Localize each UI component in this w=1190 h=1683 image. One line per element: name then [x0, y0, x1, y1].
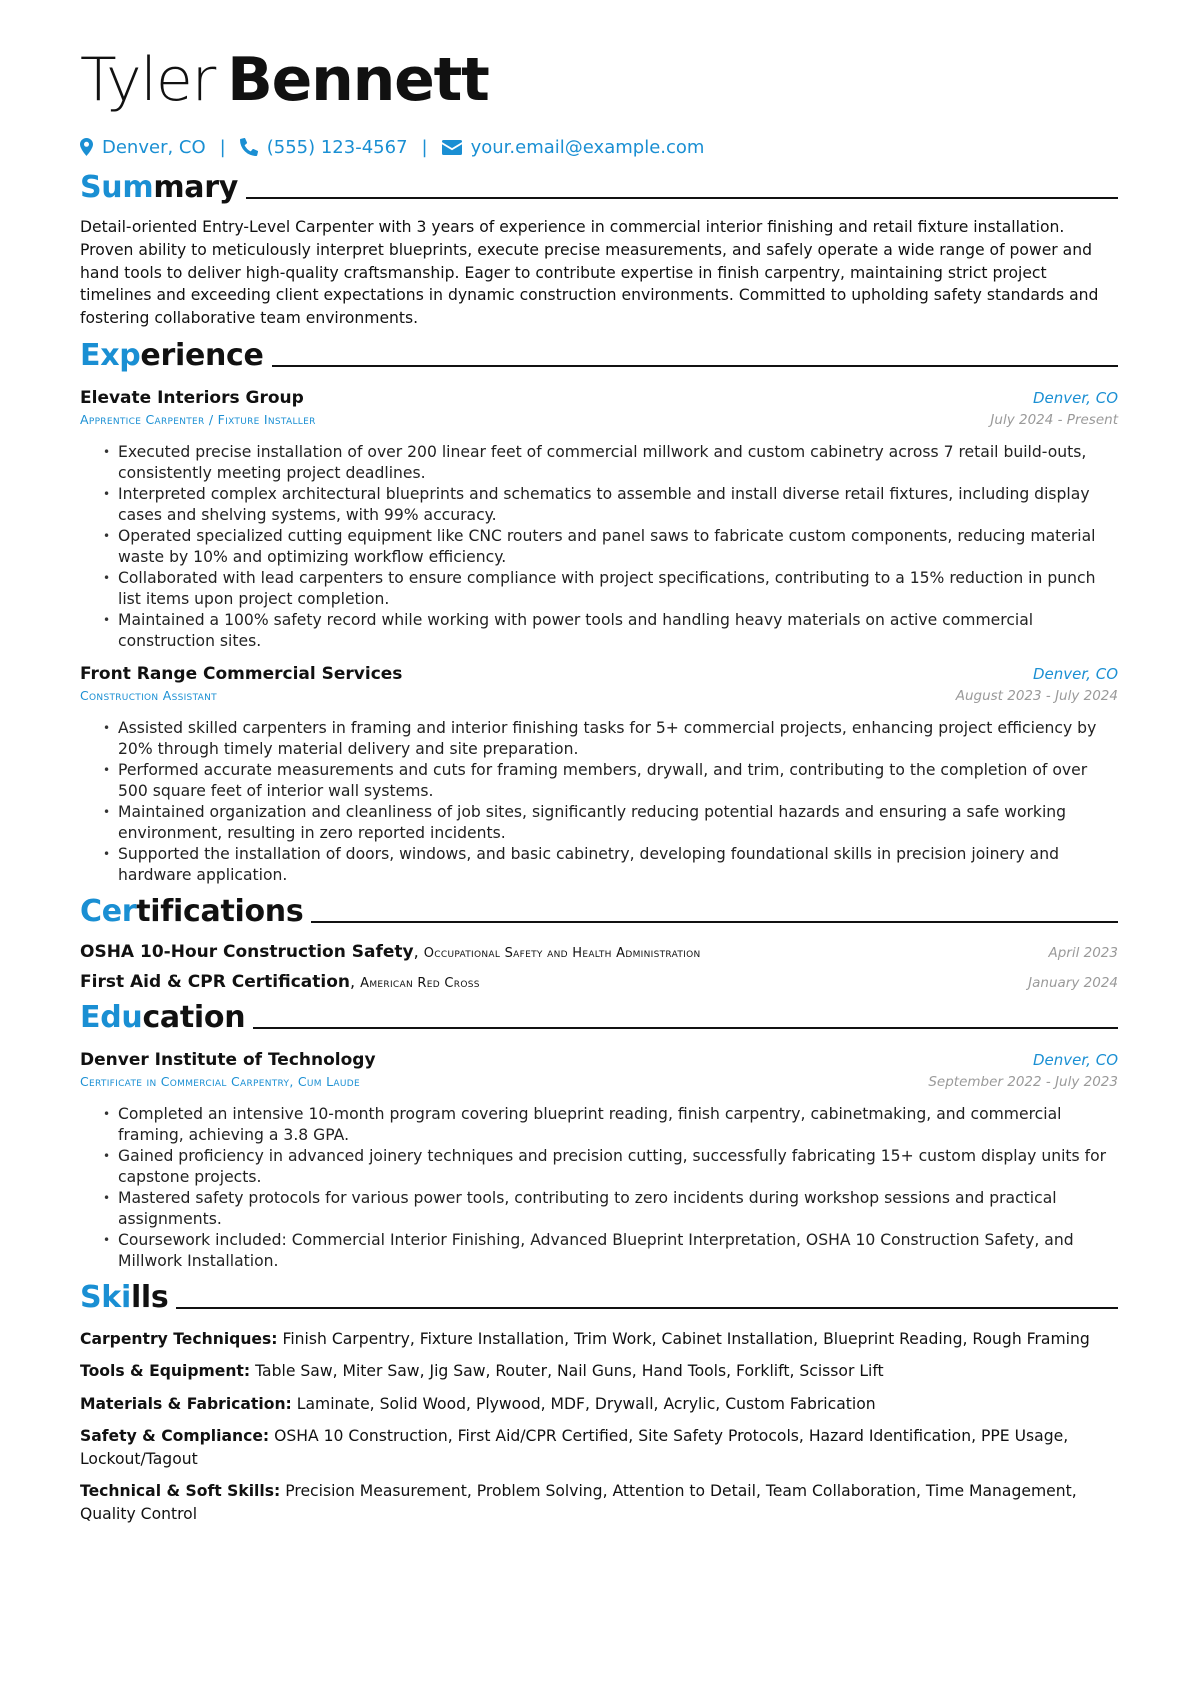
skill-items: Finish Carpentry, Fixture Installation, Trim Work, Cabinet Installation, Blueprint Reading, Rough Framing — [282, 1329, 1090, 1348]
employer-location: Denver, CO — [1033, 388, 1118, 407]
achievement-item: • Assisted skilled carpenters in framing and interior finishing tasks for 5+ commercial projects, enhancing project efficiency by 20% through timely material delivery and site preparation. — [118, 718, 1118, 760]
contact-line — [80, 132, 1118, 162]
education-section-header — [80, 998, 1118, 1038]
certification-date: April 2023 — [1048, 944, 1118, 961]
summary-section-header — [80, 168, 1118, 208]
skill-category: Safety & Compliance: — [80, 1427, 270, 1446]
job-dates: August 2023 - July 2024 — [955, 687, 1118, 704]
section-divider — [176, 1307, 1118, 1309]
job-dates: July 2024 - Present — [990, 411, 1118, 428]
experience-entry — [80, 386, 1118, 652]
school-location: Denver, CO — [1033, 1050, 1118, 1069]
section-divider — [311, 921, 1118, 923]
phone-icon — [240, 138, 258, 156]
skill-category: Tools & Equipment: — [80, 1362, 251, 1381]
education-details-list — [80, 1104, 1118, 1272]
map-pin-icon — [80, 138, 93, 156]
section-title-skills: Skills — [80, 1279, 169, 1315]
employer-name: Elevate Interiors Group — [80, 387, 304, 408]
achievement-item: • Executed precise installation of over 200 linear feet of commercial millwork and custom cabinetry across 7 retail build-outs, consistently meeting project deadlines. — [118, 442, 1118, 484]
achievement-item: • Collaborated with lead carpenters to ensure compliance with project specifications, contributing to a 15% reduction in punch list items upon project completion. — [118, 568, 1118, 610]
achievement-item: • Maintained a 100% safety record while working with power tools and handling heavy materials on active commercial construction sites. — [118, 610, 1118, 652]
contact-separator: | — [219, 136, 226, 158]
achievement-list — [80, 718, 1118, 886]
certification-name: First Aid & CPR Certification — [80, 971, 350, 992]
job-title: Apprentice Carpenter / Fixture Installer — [80, 411, 316, 427]
skill-category: Technical & Soft Skills: — [80, 1482, 281, 1501]
school-name: Denver Institute of Technology — [80, 1049, 376, 1070]
skill-items: Laminate, Solid Wood, Plywood, MDF, Drywall, Acrylic, Custom Fabrication — [296, 1394, 876, 1413]
last-name: Bennett — [227, 45, 489, 115]
skill-group — [80, 1393, 1118, 1416]
skill-category: Carpentry Techniques: — [80, 1329, 278, 1348]
experience-entry — [80, 662, 1118, 886]
contact-email[interactable] — [442, 137, 705, 158]
certification-item: First Aid & CPR Certification, American Red Cross January 2024 — [80, 971, 1118, 992]
achievement-item: • Performed accurate measurements and cuts for framing members, drywall, and trim, contributing to the completion of over 500 square feet of interior wall systems. — [118, 760, 1118, 802]
experience-section-header — [80, 336, 1118, 376]
phone-text: (555) 123-4567 — [266, 136, 408, 158]
candidate-name — [80, 38, 1118, 122]
contact-location — [80, 137, 206, 158]
section-title-education: Education — [80, 999, 246, 1035]
section-divider — [246, 197, 1118, 199]
contact-phone[interactable] — [240, 137, 408, 158]
education-dates: September 2022 - July 2023 — [928, 1073, 1118, 1090]
section-title-summary: Summary — [80, 170, 238, 205]
certification-date: January 2024 — [1028, 974, 1118, 991]
envelope-icon — [442, 140, 462, 155]
skill-items: OSHA 10 Construction, First Aid/CPR Certified, Site Safety Protocols, Hazard Identification, PPE Usage, Lockout/Tagout — [80, 1427, 1069, 1468]
section-title-certifications: Certifications — [80, 893, 304, 929]
certification-name: OSHA 10-Hour Construction Safety — [80, 941, 414, 962]
education-detail-item: • Completed an intensive 10-month program covering blueprint reading, finish carpentry, cabinetmaking, and commercial framing, achieving a 3.8 GPA. — [118, 1104, 1118, 1146]
education-detail-item: • Coursework included: Commercial Interior Finishing, Advanced Blueprint Interpretation, OSHA 10 Construction Safety, and Millwork Installation. — [118, 1230, 1118, 1272]
email-text: your.email@example.com — [470, 136, 705, 158]
achievement-item: • Maintained organization and cleanliness of job sites, significantly reducing potential hazards and ensuring a safe working environment, resulting in zero reported incidents. — [118, 802, 1118, 844]
employer-location: Denver, CO — [1033, 664, 1118, 683]
location-text: Denver, CO — [102, 136, 206, 158]
skill-group — [80, 1328, 1118, 1351]
employer-name: Front Range Commercial Services — [80, 663, 403, 684]
skill-category: Materials & Fabrication: — [80, 1394, 292, 1413]
summary-paragraph: Detail-oriented Entry-Level Carpenter with 3 years of experience in commercial interior finishing and retail fixture installation. Proven ability to meticulously interpret blueprints, execute precise measurements, and safely operate a wide range of power and hand tools to deliver high-quality craftsmanship. Eager to contribute expertise in finish carpentry, maintaining strict project timelines and exceeding client expectations in dynamic construction environments. Committed to upholding safety standards and fostering collaborative team environments. — [80, 218, 1099, 328]
section-divider — [272, 365, 1118, 367]
section-title-experience: Experience — [80, 337, 264, 373]
skill-items: Table Saw, Miter Saw, Jig Saw, Router, Nail Guns, Hand Tools, Forklift, Scissor Lift — [255, 1362, 884, 1381]
achievement-list — [80, 442, 1118, 652]
skill-items: Precision Measurement, Problem Solving, Attention to Detail, Team Collaboration, Time Management, Quality Control — [80, 1482, 1077, 1523]
certification-issuer: American Red Cross — [360, 975, 480, 991]
education-entry — [80, 1048, 1118, 1272]
skill-group — [80, 1480, 1118, 1525]
job-title: Construction Assistant — [80, 687, 217, 703]
achievement-item: • Operated specialized cutting equipment like CNC routers and panel saws to fabricate custom components, reducing material waste by 10% and optimizing workflow efficiency. — [118, 526, 1118, 568]
section-divider — [253, 1027, 1118, 1029]
contact-separator: | — [421, 136, 428, 158]
certification-item: OSHA 10-Hour Construction Safety, Occupational Safety and Health Administration April 2023 — [80, 941, 1118, 962]
first-name: Tyler — [80, 45, 216, 115]
achievement-item: • Interpreted complex architectural blueprints and schematics to assemble and install diverse retail fixtures, including display cases and shelving systems, with 99% accuracy. — [118, 484, 1118, 526]
achievement-item: • Supported the installation of doors, windows, and basic cabinetry, developing foundational skills in precision joinery and hardware application. — [118, 844, 1118, 886]
certification-issuer: Occupational Safety and Health Administration — [423, 945, 701, 961]
skill-group — [80, 1360, 1118, 1383]
certifications-section-header — [80, 892, 1118, 932]
education-detail-item: • Gained proficiency in advanced joinery techniques and precision cutting, successfully fabricating 15+ custom display units for capstone projects. — [118, 1146, 1118, 1188]
degree-title: Certificate in Commercial Carpentry, Cum Laude — [80, 1073, 360, 1089]
education-detail-item: • Mastered safety protocols for various power tools, contributing to zero incidents during workshop sessions and practical assignments. — [118, 1188, 1118, 1230]
skill-group — [80, 1425, 1118, 1470]
skills-section-header — [80, 1278, 1118, 1318]
